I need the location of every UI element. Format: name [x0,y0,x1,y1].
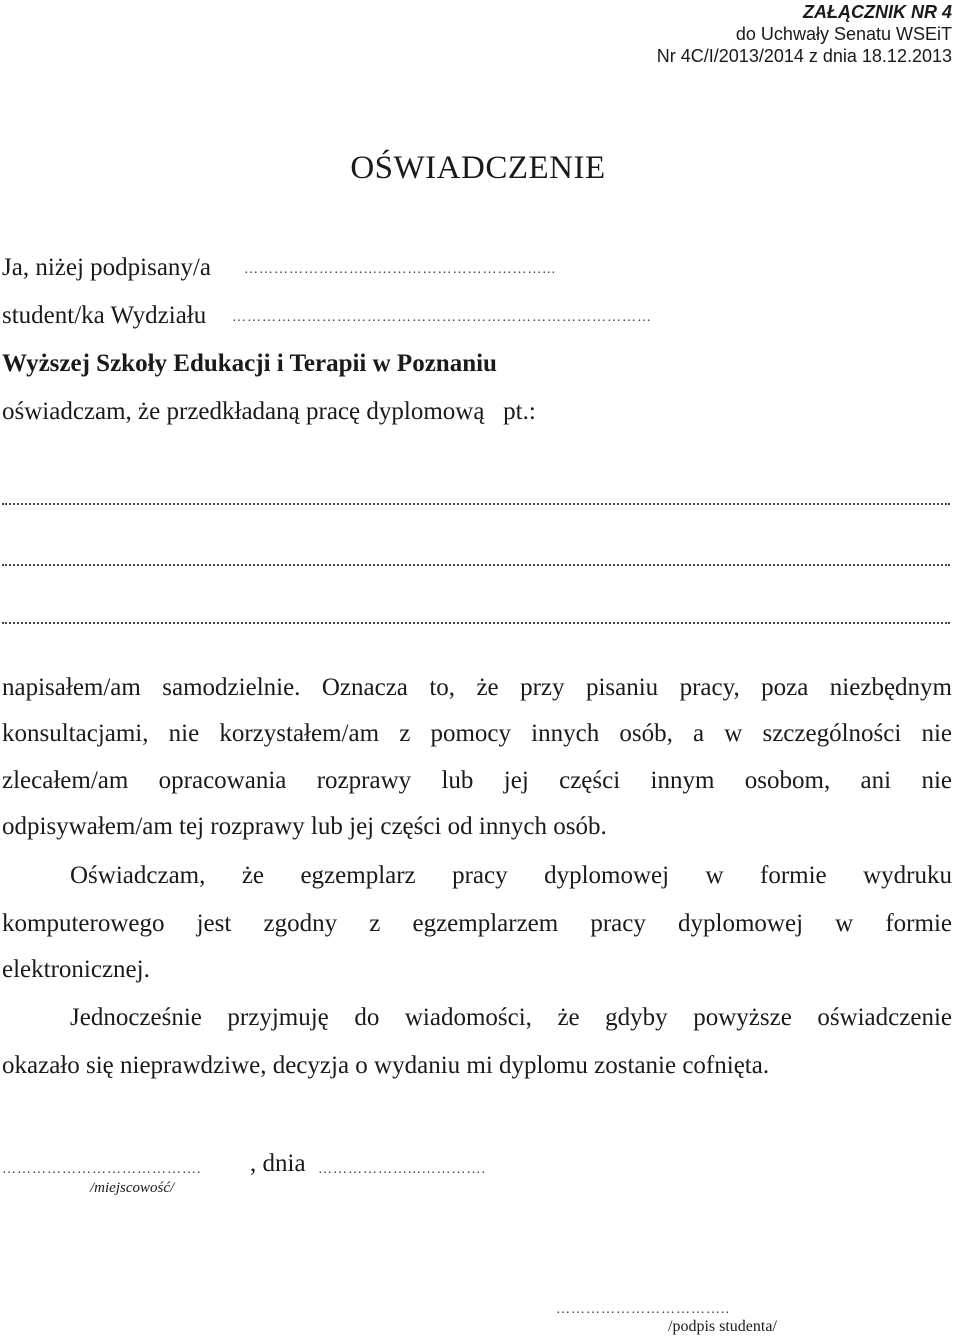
date-fill-line[interactable]: ………………...…………. [318,1162,486,1177]
statement-line: konsultacjami, nie korzystałem/am z pomocy innych osób, a w szczególności nie [2,720,952,747]
statement-line: zlecałem/am opracowania rozprawy lub jej części innym osobom, ani nie [2,767,952,794]
thesis-title-line-1[interactable] [2,503,950,505]
place-fill-line[interactable]: …………………………………. [2,1162,202,1177]
resolution-reference: do Uchwały Senatu WSEiT [735,24,952,44]
resolution-number-date: Nr 4C/I/2013/2014 z dnia 18.12.2013 [656,46,952,66]
faculty-label: student/ka Wydziału [2,302,207,329]
statement-line: elektronicznej. [2,956,150,983]
date-label: , dnia [250,1150,306,1177]
thesis-title-line-3[interactable] [2,622,950,624]
name-fill-line[interactable]: ……………………...……………………………... [244,262,556,277]
document-title: OŚWIADCZENIE [350,150,606,186]
statement-line: odpisywałem/am tej rozprawy lub jej części od innych osób. [2,813,607,840]
faculty-fill-line[interactable]: ………………………………………………………………………… [232,310,652,325]
statement-line: napisałem/am samodzielnie. Oznacza to, że przy pisaniu pracy, poza niezbędnym [2,674,952,701]
signature-fill-line[interactable]: …………………………….. [556,1302,730,1317]
statement-line: komputerowego jest zgodny z egzemplarzem pracy dyplomowej w formie [2,910,952,937]
statement-line: Oświadczam, że egzemplarz pracy dyplomowej w formie wydruku [70,862,952,889]
name-label: Ja, niżej podpisany/a [2,254,211,281]
thesis-title-line-2[interactable] [2,564,950,566]
school-name: Wyższej Szkoły Edukacji i Terapii w Poznaniu [2,350,497,377]
signature-caption: /podpis studenta/ [668,1318,777,1335]
place-caption: /miejscowość/ [90,1180,175,1196]
thesis-label: oświadczam, że przedkładaną pracę dyplomową pt.: [2,398,536,425]
annex-number: ZAŁĄCZNIK NR 4 [803,2,952,22]
statement-line: okazało się nieprawdziwe, decyzja o wydaniu mi dyplomu zostanie cofnięta. [2,1052,770,1079]
statement-line: Jednocześnie przyjmuję do wiadomości, że gdyby powyższe oświadczenie [70,1004,952,1031]
